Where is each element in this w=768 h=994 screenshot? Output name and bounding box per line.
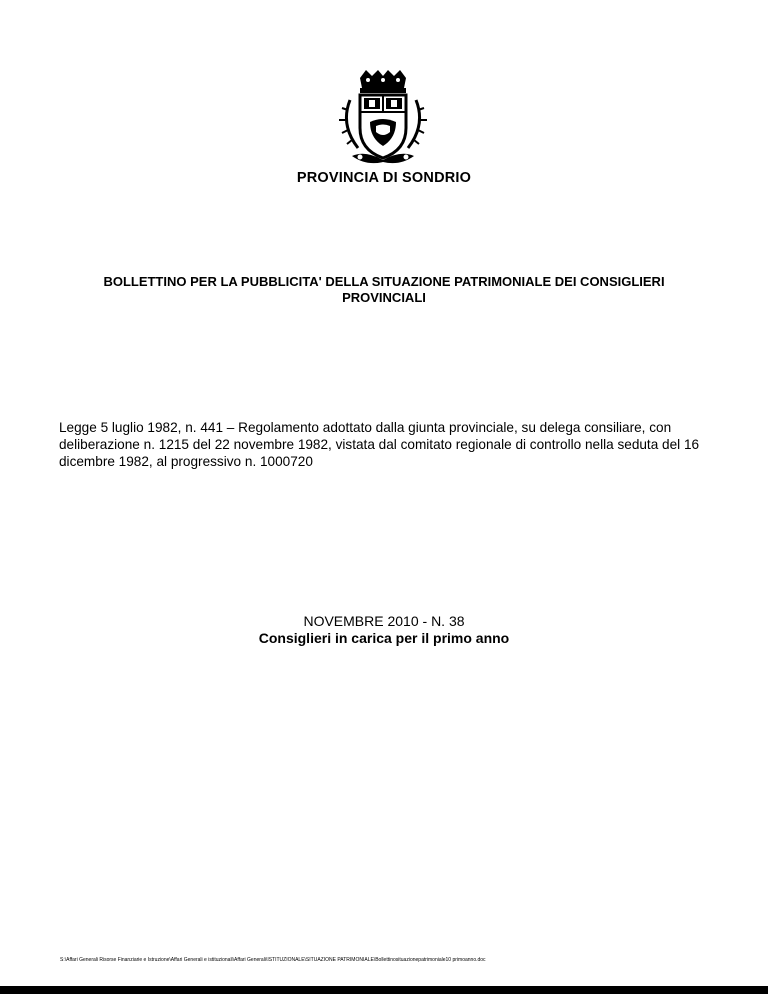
issue-subtitle: Consiglieri in carica per il primo anno [258,630,510,646]
province-name-heading: PROVINCIA DI SONDRIO [296,170,472,186]
issue-info [0,613,768,647]
provincial-coat-of-arms-icon [330,70,436,166]
crown-icon [360,70,406,93]
issue-date-number: NOVEMBRE 2010 - N. 38 [303,613,465,629]
file-path-footer: S:\Affari Generali Risorse Finanziarie e Istruzione\Affari Generali e istituzionali\Affari Generali\ISTITUZIONALE\SITUAZIONE PATRIMONIALE\Bollettinosituazionepatrimoniale10 primoanno.doc [60,957,486,963]
bulletin-title-line1: BOLLETTINO PER LA PUBBLICITA' DELLA SITUAZIONE PATRIMONIALE DEI CONSIGLIERI [103,274,665,289]
legal-reference-paragraph: Legge 5 luglio 1982, n. 441 – Regolamento adottato dalla giunta provinciale, su delega consiliare, con deliberazione n. 1215 del 22 novembre 1982, vistata dal comitato regionale di controllo nella seduta del 16 dicembre 1982, al progressivo n. 1000720 [59,420,700,469]
bulletin-title-line2: PROVINCIALI [342,290,426,305]
bottom-divider-bar [0,986,768,994]
bulletin-title [60,274,708,306]
